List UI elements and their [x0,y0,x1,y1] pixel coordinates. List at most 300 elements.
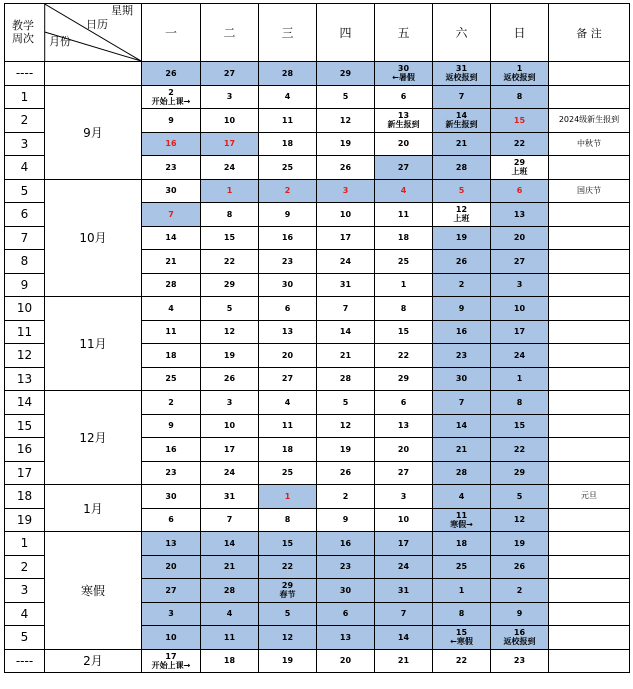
day-cell-sat [433,555,491,579]
remark-cell [549,320,630,344]
day-number: 4 [458,491,465,501]
day-number: 31 [339,280,352,290]
month-cell: 寒假 [45,532,142,650]
day-number: 26 [339,468,352,478]
day-cell-tue [201,250,259,274]
day-cell-sat [433,414,491,438]
week-number-cell: 16 [5,438,45,462]
day-cell-thu [317,250,375,274]
day-number: 3 [168,609,174,619]
day-cell-fri [375,532,433,556]
header-corner-cell [5,4,142,62]
day-event-label: 寒假→ [450,519,473,529]
day-number: 3 [226,397,233,407]
day-cell-wed [259,649,317,673]
day-cell-wed [259,602,317,626]
day-number: 20 [513,233,526,243]
week-number-cell: 19 [5,508,45,532]
calendar-label: 日历 [86,18,108,31]
day-cell-fri [375,203,433,227]
day-cell-sun [491,485,549,509]
day-number: 14 [223,538,236,548]
day-number: 23 [165,162,177,172]
day-event-label: 新生报到 [445,120,478,130]
day-cell-thu [317,438,375,462]
day-number: 25 [281,162,294,172]
day-cell-fri [375,391,433,415]
calendar-week-row [5,391,630,415]
day-number: 28 [339,374,352,384]
day-cell-mon [142,602,201,626]
day-number: 15 [397,327,410,337]
day-cell-wed [259,320,317,344]
day-cell-thu [317,579,375,603]
day-cell-sat [433,485,491,509]
day-cell-sun [491,649,549,673]
day-number: 20 [397,139,410,149]
week-number-cell: ---- [5,649,45,673]
day-number: 16 [165,444,177,454]
day-number: 1 [400,280,407,290]
day-cell-fri [375,156,433,180]
day-number: 24 [513,350,526,360]
day-cell-tue [201,532,259,556]
day-number: 29 [513,158,526,168]
day-cell-thu [317,297,375,321]
day-number: 5 [342,92,349,102]
day-cell-mon [142,485,201,509]
day-number: 25 [165,374,177,384]
day-cell-fri [375,461,433,485]
month-cell: 11月 [45,297,142,391]
day-cell-sun [491,85,549,109]
day-cell-sun [491,179,549,203]
day-number: 16 [513,628,526,638]
day-cell-fri [375,250,433,274]
day-event-label: 新生报到 [387,120,420,130]
week-number-cell: 5 [5,179,45,203]
day-cell-mon [142,85,201,109]
day-cell-mon [142,461,201,485]
day-number: 19 [513,538,526,548]
day-cell-fri [375,508,433,532]
day-cell-wed [259,367,317,391]
day-cell-sun [491,273,549,297]
day-cell-thu [317,555,375,579]
day-cell-sat [433,156,491,180]
day-number: 26 [339,162,352,172]
day-number: 12 [223,327,236,337]
day-number: 29 [281,581,294,591]
day-event-label: 返校报到 [503,73,536,83]
day-number: 2 [284,186,291,196]
day-number: 24 [397,562,410,572]
day-cell-tue [201,602,259,626]
day-cell-sun [491,62,549,86]
day-number: 17 [397,538,410,548]
day-cell-tue [201,203,259,227]
day-number: 7 [226,515,233,525]
day-cell-wed [259,391,317,415]
day-cell-wed [259,297,317,321]
day-number: 23 [513,656,526,666]
day-number: 8 [516,397,523,407]
day-number: 9 [168,115,174,125]
day-number: 14 [455,421,468,431]
day-cell-sat [433,579,491,603]
day-cell-wed [259,508,317,532]
day-cell-wed [259,250,317,274]
day-number: 28 [281,68,294,78]
day-cell-sun [491,508,549,532]
day-number: 14 [397,632,410,642]
day-cell-tue [201,579,259,603]
day-number: 18 [281,444,294,454]
week-number-cell: 6 [5,203,45,227]
week-number-cell: 14 [5,391,45,415]
day-number: 8 [400,303,407,313]
day-cell-tue [201,273,259,297]
day-cell-thu [317,485,375,509]
week-label-bottom: 周次 [12,32,34,45]
day-number: 31 [455,64,468,74]
day-cell-wed [259,156,317,180]
day-number: 13 [397,421,410,431]
day-number: 2 [458,280,465,290]
day-number: 6 [516,186,523,196]
day-number: 27 [165,585,177,595]
school-calendar-table [4,3,630,673]
day-cell-thu [317,367,375,391]
day-cell-tue [201,649,259,673]
day-number: 22 [281,562,294,572]
day-number: 8 [458,609,465,619]
remarks-header: 备 注 [549,4,630,62]
day-number: 26 [513,562,526,572]
day-cell-sat [433,250,491,274]
day-number: 15 [513,421,526,431]
day-event-label: ←暑假 [392,73,415,83]
day-number: 29 [339,68,352,78]
day-cell-fri [375,320,433,344]
day-number: 15 [223,233,236,243]
day-number: 26 [223,374,236,384]
day-cell-sun [491,602,549,626]
day-number: 28 [455,468,468,478]
day-cell-sun [491,367,549,391]
week-number-cell: 18 [5,485,45,509]
day-cell-sat [433,85,491,109]
day-number: 13 [513,209,526,219]
week-number-cell: 5 [5,626,45,650]
day-cell-tue [201,508,259,532]
day-number: 4 [226,609,233,619]
day-number: 27 [223,68,236,78]
weekday-label: 星期 [111,4,133,17]
calendar-week-row [5,649,630,673]
day-event-label: 春节 [279,590,296,600]
day-cell-sun [491,555,549,579]
day-number: 1 [284,491,291,501]
remark-cell [549,649,630,673]
day-number: 1 [516,64,523,74]
day-cell-mon [142,391,201,415]
day-cell-tue [201,414,259,438]
day-cell-tue [201,297,259,321]
day-cell-wed [259,626,317,650]
day-cell-sun [491,297,549,321]
day-cell-thu [317,320,375,344]
day-cell-thu [317,344,375,368]
day-number: 2 [342,491,349,501]
month-cell: 1月 [45,485,142,532]
day-number: 22 [513,444,526,454]
day-number: 12 [339,421,352,431]
day-number: 8 [516,92,523,102]
remark-cell: 中秋节 [549,132,630,156]
day-number: 21 [165,256,177,266]
remark-cell [549,203,630,227]
day-cell-sat [433,649,491,673]
day-cell-tue [201,132,259,156]
remark-cell [549,85,630,109]
remark-cell [549,532,630,556]
remark-cell: 元旦 [549,485,630,509]
day-event-label: ←寒假 [450,637,473,647]
day-number: 3 [342,186,349,196]
day-cell-fri [375,85,433,109]
day-number: 19 [455,233,468,243]
day-number: 1 [226,186,233,196]
day-cell-sat [433,508,491,532]
day-cell-wed [259,62,317,86]
day-cell-sun [491,250,549,274]
day-cell-thu [317,649,375,673]
day-number: 6 [400,397,407,407]
month-cell: 2月 [45,649,142,673]
remark-cell [549,579,630,603]
remark-cell [549,273,630,297]
day-header-tue: 二 [201,4,259,62]
remark-cell [549,344,630,368]
day-number: 17 [513,327,526,337]
remark-cell [549,297,630,321]
day-cell-wed [259,132,317,156]
day-number: 29 [397,374,410,384]
day-number: 25 [281,468,294,478]
day-number: 28 [455,162,468,172]
day-number: 18 [223,656,236,666]
day-number: 9 [458,303,465,313]
day-cell-sat [433,109,491,133]
day-number: 5 [342,397,349,407]
day-number: 31 [397,585,410,595]
day-number: 30 [165,186,177,196]
day-cell-tue [201,555,259,579]
day-cell-mon [142,508,201,532]
day-cell-thu [317,203,375,227]
remark-cell: 2024级新生报到 [549,109,630,133]
day-number: 5 [226,303,233,313]
day-cell-tue [201,367,259,391]
day-number: 13 [165,538,177,548]
week-number-cell: 1 [5,85,45,109]
day-cell-wed [259,109,317,133]
day-event-label: 上班 [511,167,528,177]
day-cell-fri [375,132,433,156]
day-cell-thu [317,62,375,86]
week-number-cell: 17 [5,461,45,485]
day-cell-sun [491,156,549,180]
week-number-cell: 11 [5,320,45,344]
remark-cell [549,226,630,250]
day-number: 15 [455,628,468,638]
day-cell-mon [142,156,201,180]
day-number: 23 [165,468,177,478]
day-cell-sat [433,273,491,297]
day-cell-thu [317,85,375,109]
day-cell-thu [317,179,375,203]
day-number: 18 [165,350,177,360]
calendar-week-row [5,485,630,509]
day-number: 18 [397,233,410,243]
day-cell-mon [142,579,201,603]
day-number: 20 [281,350,294,360]
day-number: 22 [397,350,410,360]
day-event-label: 返校报到 [503,637,536,647]
day-event-label: 开始上课→ [151,660,191,670]
day-number: 4 [284,92,291,102]
day-cell-wed [259,85,317,109]
day-number: 21 [455,139,468,149]
day-number: 17 [223,444,236,454]
day-number: 3 [226,92,233,102]
day-cell-sat [433,179,491,203]
day-number: 1 [516,374,523,384]
day-number: 17 [223,139,236,149]
day-cell-thu [317,132,375,156]
day-number: 26 [455,256,468,266]
day-number: 5 [516,491,523,501]
day-cell-fri [375,179,433,203]
day-number: 14 [339,327,352,337]
day-header-sat: 六 [433,4,491,62]
day-header-wed: 三 [259,4,317,62]
day-number: 24 [223,162,236,172]
day-number: 30 [455,374,468,384]
day-cell-tue [201,391,259,415]
day-cell-fri [375,649,433,673]
day-cell-mon [142,555,201,579]
week-number-cell: ---- [5,62,45,86]
day-cell-fri [375,414,433,438]
day-event-label: 上班 [453,214,470,224]
day-cell-mon [142,438,201,462]
week-number-cell: 7 [5,226,45,250]
day-number: 27 [397,468,410,478]
day-number: 13 [339,632,352,642]
day-number: 25 [455,562,468,572]
day-number: 11 [223,632,236,642]
day-cell-sat [433,203,491,227]
day-number: 4 [168,303,174,313]
day-number: 9 [168,421,174,431]
day-cell-mon [142,297,201,321]
remark-cell [549,62,630,86]
day-header-fri: 五 [375,4,433,62]
day-cell-fri [375,367,433,391]
day-number: 30 [165,491,177,501]
day-cell-sat [433,602,491,626]
day-number: 12 [339,115,352,125]
day-number: 24 [223,468,236,478]
day-cell-mon [142,367,201,391]
day-cell-sat [433,344,491,368]
day-number: 28 [165,280,177,290]
day-number: 19 [339,139,352,149]
day-number: 22 [223,256,236,266]
day-cell-wed [259,555,317,579]
day-number: 27 [281,374,294,384]
day-number: 2 [168,397,174,407]
week-number-cell: 4 [5,602,45,626]
day-cell-sat [433,626,491,650]
day-number: 28 [223,585,236,595]
day-number: 22 [455,656,468,666]
day-number: 7 [342,303,349,313]
day-number: 20 [397,444,410,454]
day-cell-tue [201,320,259,344]
day-cell-sun [491,414,549,438]
month-label: 月份 [49,35,71,48]
day-number: 21 [339,350,352,360]
day-number: 16 [455,327,468,337]
calendar-body [5,4,630,673]
day-cell-mon [142,344,201,368]
day-cell-tue [201,461,259,485]
remark-cell [549,508,630,532]
day-cell-sun [491,132,549,156]
day-number: 16 [339,538,352,548]
day-cell-tue [201,179,259,203]
day-cell-fri [375,485,433,509]
week-number-cell: 3 [5,579,45,603]
day-number: 3 [516,280,523,290]
week-number-cell: 8 [5,250,45,274]
day-number: 6 [284,303,291,313]
week-number-cell: 4 [5,156,45,180]
day-cell-sun [491,344,549,368]
day-number: 7 [168,209,174,219]
day-cell-fri [375,626,433,650]
day-cell-mon [142,649,201,673]
remark-cell [549,156,630,180]
day-cell-sat [433,532,491,556]
day-cell-fri [375,226,433,250]
day-cell-mon [142,273,201,297]
day-cell-mon [142,414,201,438]
remark-cell [549,602,630,626]
day-number: 21 [397,656,410,666]
day-cell-fri [375,602,433,626]
day-cell-fri [375,62,433,86]
day-number: 16 [281,233,294,243]
day-number: 5 [458,186,465,196]
day-number: 10 [165,632,177,642]
remark-cell [549,250,630,274]
day-cell-mon [142,250,201,274]
week-number-cell: 15 [5,414,45,438]
